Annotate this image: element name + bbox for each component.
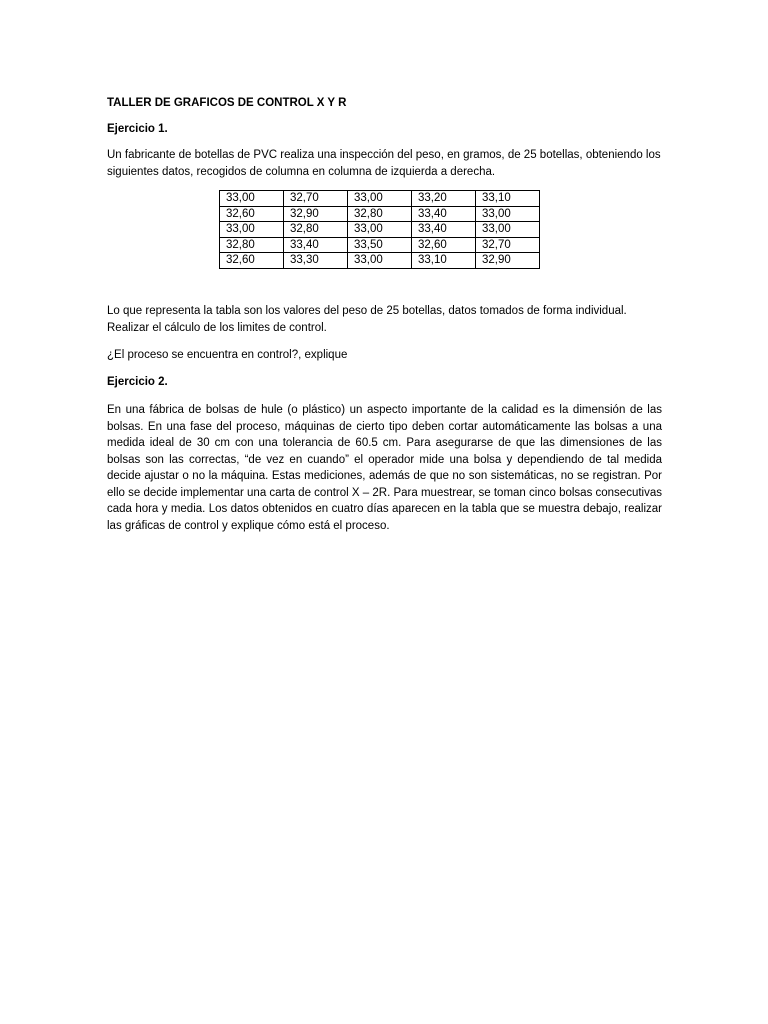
table-cell: 33,00	[476, 222, 540, 238]
weights-table	[219, 190, 540, 269]
table-row	[220, 191, 540, 207]
exercise-2-text: En una fábrica de bolsas de hule (o plástico) un aspecto importante de la calidad es la dimensión de las bolsas. En una fase del proceso, máquinas de cierto tipo deben cortar automáticamente las bolsas a una medida ideal de 30 cm con una tolerancia de 60.5 cm. Para asegurarse de que las dimensiones de las bolsas son las correctas, “de vez en cuando” el operador mide una bolsa y dependiendo de tal medida decide ajustar o no la máquina. Estas mediciones, además de que no son sistemáticas, no se registran. Por ello se decide implementar una carta de control X – 2R. Para muestrear, se toman cinco bolsas consecutivas cada hora y media. Los datos obtenidos en cuatro días aparecen en la tabla que se muestra debajo, realizar las gráficas de control y explique cómo está el proceso.	[107, 404, 662, 532]
table-cell: 33,40	[412, 222, 476, 238]
table-row	[220, 253, 540, 269]
table-cell: 32,80	[348, 206, 412, 222]
table-cell: 33,40	[284, 237, 348, 253]
table-cell: 32,60	[412, 237, 476, 253]
table-cell: 32,70	[476, 237, 540, 253]
exercise-1-intro: Un fabricante de botellas de PVC realiza una inspección del peso, en gramos, de 25 botellas, obteniendo los siguientes datos, recogidos de columna en columna de izquierda a derecha.	[107, 149, 661, 178]
exercise-1-question: ¿El proceso se encuentra en control?, explique	[107, 349, 348, 361]
table-cell: 33,50	[348, 237, 412, 253]
weights-table-container	[219, 190, 540, 269]
table-cell: 33,00	[348, 253, 412, 269]
table-cell: 33,00	[348, 222, 412, 238]
exercise-2-heading: Ejercicio 2.	[107, 376, 168, 388]
table-cell: 33,10	[476, 191, 540, 207]
table-cell: 32,70	[284, 191, 348, 207]
table-cell: 32,90	[476, 253, 540, 269]
exercise-1-text-line-1: Lo que representa la tabla son los valores del peso de 25 botellas, datos tomados de forma individual.	[107, 305, 627, 317]
table-cell: 32,80	[220, 237, 284, 253]
table-cell: 33,00	[220, 191, 284, 207]
table-cell: 33,00	[348, 191, 412, 207]
table-cell: 32,60	[220, 206, 284, 222]
table-cell: 33,10	[412, 253, 476, 269]
table-cell: 32,90	[284, 206, 348, 222]
table-cell: 33,00	[476, 206, 540, 222]
document-title: TALLER DE GRAFICOS DE CONTROL X Y R	[107, 97, 347, 109]
exercise-1-text-line-2: Realizar el cálculo de los limites de control.	[107, 322, 327, 334]
exercise-1-heading: Ejercicio 1.	[107, 123, 168, 135]
table-cell: 33,40	[412, 206, 476, 222]
table-row	[220, 222, 540, 238]
table-cell: 32,60	[220, 253, 284, 269]
table-row	[220, 237, 540, 253]
table-cell: 32,80	[284, 222, 348, 238]
table-row	[220, 206, 540, 222]
table-cell: 33,30	[284, 253, 348, 269]
table-cell: 33,20	[412, 191, 476, 207]
table-cell: 33,00	[220, 222, 284, 238]
